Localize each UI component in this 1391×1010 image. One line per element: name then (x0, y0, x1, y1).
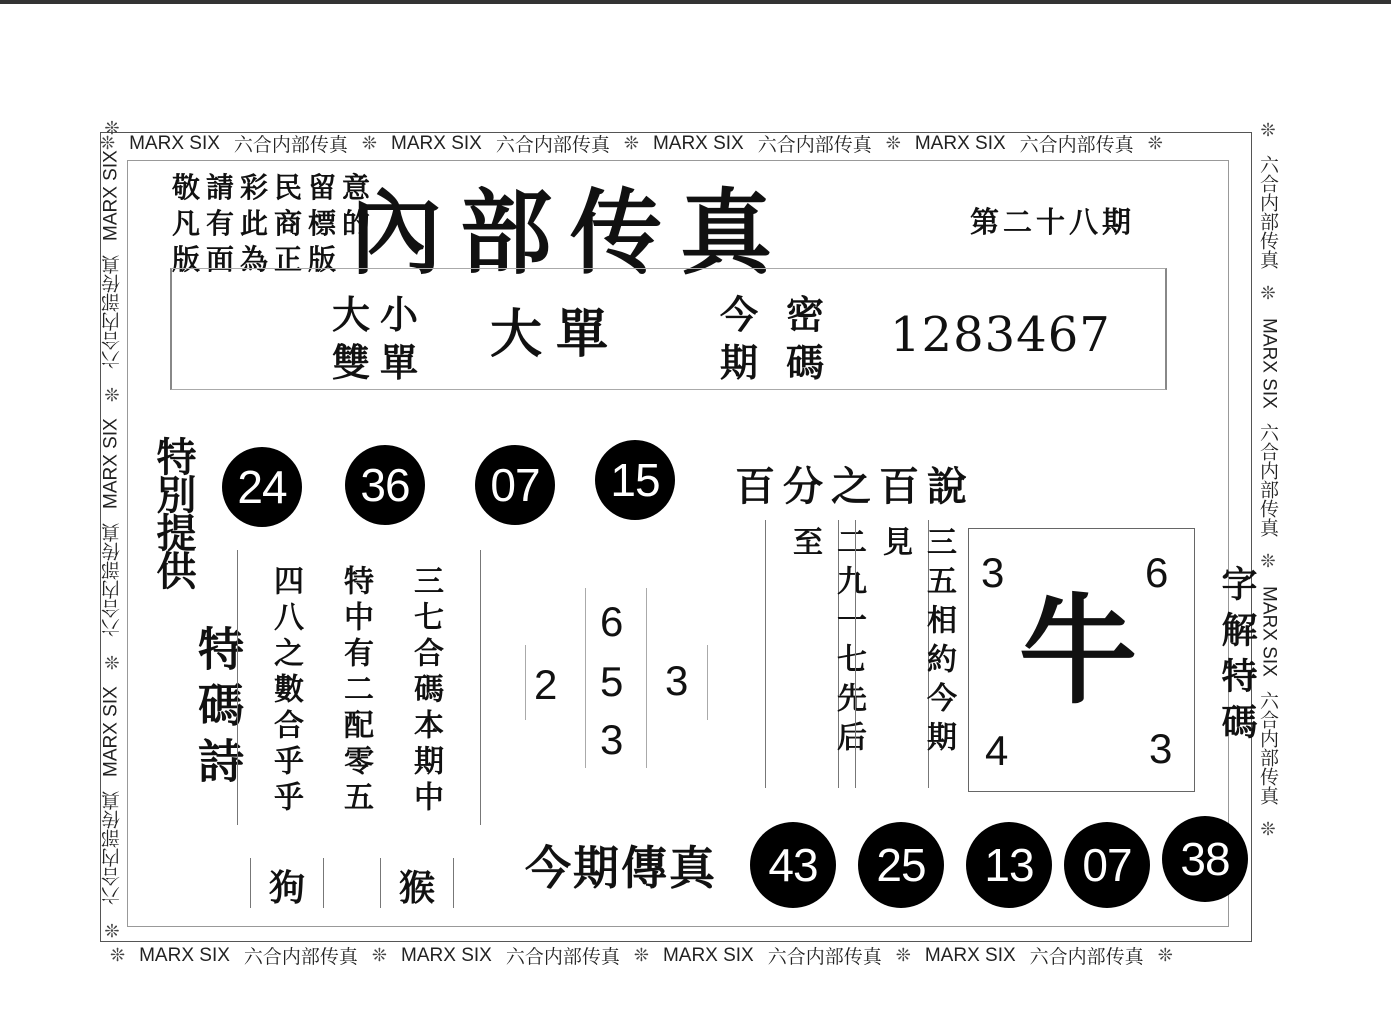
hint-box (855, 520, 956, 788)
brand-text: MARX SIX (100, 418, 122, 510)
star-icon: ❊ (101, 651, 122, 673)
brand-text: MARX SIX (1258, 318, 1280, 409)
brand-text: MARX SIX (100, 686, 122, 777)
special-number-ball: 36 (345, 445, 425, 525)
brand-text: MARX SIX (1258, 585, 1280, 677)
page-title: 內部传真 (350, 180, 791, 287)
border-strip-right (1255, 120, 1282, 940)
star-icon: ❊ (101, 919, 122, 940)
size-parity-line: 大小 (332, 292, 429, 337)
slogan-text: 六合内部传真 (233, 134, 348, 156)
character-corner-digit: 4 (985, 727, 1009, 774)
slogan-text: 六合内部传真 (1029, 946, 1144, 968)
today-number-ball: 13 (966, 822, 1052, 908)
digit-middle: 6 (600, 598, 624, 645)
slogan-text: 六合内部传真 (101, 791, 123, 905)
border-strip-bottom (110, 942, 1280, 969)
animal-box (380, 858, 454, 908)
star-icon: ❊ (100, 133, 116, 153)
slogan-text: 六合内部传真 (505, 946, 620, 968)
brand-text: MARX SIX (924, 944, 1016, 966)
slogan-text: 六合内部传真 (101, 255, 123, 370)
secret-label-line: 期碼 (720, 340, 853, 385)
slogan-text: 六合内部传真 (101, 523, 123, 638)
slogan-text: 六合内部传真 (757, 134, 872, 156)
star-icon: ❊ (110, 945, 126, 965)
poem-column: 四八之數合乎乎 (268, 565, 303, 817)
poem-box (237, 550, 481, 825)
animal-text: 狗 (268, 867, 305, 909)
notice-line: 凡有此商標的 (172, 207, 377, 240)
star-icon: ❊ (633, 945, 649, 965)
character-corner-digit: 3 (1149, 725, 1173, 772)
character-corner-digit: 6 (1145, 549, 1169, 596)
secret-code-label (720, 291, 852, 387)
digit-left: 2 (534, 661, 558, 708)
poem-column: 特中有二配零五 (338, 565, 373, 817)
brand-text: MARX SIX (401, 944, 492, 966)
digit-middle: 3 (600, 716, 624, 763)
special-number-ball: 07 (475, 445, 555, 525)
slogan-text: 六合内部传真 (1257, 155, 1279, 269)
size-parity-pick: 大單 (490, 304, 623, 365)
slogan-text: 六合内部传真 (243, 946, 358, 968)
size-parity-label (332, 291, 428, 387)
digit-cell (655, 645, 708, 720)
star-icon: ❊ (101, 115, 122, 137)
digit-cell (525, 645, 571, 720)
today-number-ball: 25 (858, 822, 944, 908)
star-icon: ❊ (1157, 945, 1173, 965)
star-icon: ❊ (1258, 550, 1279, 572)
star-icon: ❊ (885, 133, 901, 153)
brand-text: MARX SIX (662, 944, 754, 966)
today-number-ball: 07 (1064, 822, 1150, 908)
size-parity-line: 雙單 (332, 340, 429, 385)
brand-text: MARX SIX (139, 944, 230, 966)
star-icon: ❊ (895, 945, 911, 965)
brand-text: MARX SIX (129, 132, 220, 154)
digit-column (585, 588, 647, 768)
border-strip-top (100, 130, 1270, 157)
secret-label-line: 今密 (720, 292, 853, 337)
poem-label: 特碼詩 (191, 625, 245, 793)
slogan-text: 六合内部传真 (767, 946, 882, 968)
character-box (968, 528, 1195, 792)
animal-box (250, 858, 324, 908)
notice-line: 敬請彩民留意 (172, 171, 377, 204)
brand-text: MARX SIX (914, 132, 1006, 154)
special-number-ball: 24 (222, 447, 302, 527)
secret-code: 1283467 (890, 307, 1111, 363)
poem-column: 三七合碼本期中 (408, 565, 443, 817)
star-icon: ❊ (1258, 818, 1279, 840)
issue-number: 第二十八期 (970, 205, 1136, 239)
hint-column: 三五相約今期見 (877, 526, 956, 760)
brand-text: MARX SIX (652, 132, 744, 154)
border-strip-left (98, 115, 125, 940)
notice-line: 版面為正版 (172, 243, 343, 276)
hint-column: 二九一七先后至 (787, 526, 866, 760)
authenticity-notice (172, 170, 376, 278)
slogan-text: 六合内部传真 (1019, 134, 1134, 156)
brand-text: MARX SIX (100, 150, 122, 242)
hint-box (765, 520, 866, 788)
star-icon: ❊ (371, 945, 388, 965)
star-icon: ❊ (361, 133, 378, 153)
star-icon: ❊ (1258, 283, 1279, 304)
digit-middle: 5 (600, 658, 624, 705)
star-icon: ❊ (1258, 120, 1279, 141)
character-corner-digit: 3 (981, 549, 1005, 596)
special-provided-label: 特別提供 (151, 436, 195, 588)
zodiac-character: 牛 (1019, 581, 1138, 720)
special-number-ball: 15 (595, 440, 675, 520)
today-number-ball: 38 (1162, 816, 1248, 902)
star-icon: ❊ (1147, 133, 1163, 153)
slogan-text: 六合内部传真 (1257, 690, 1279, 805)
character-hint-label: 字解特碼 (1216, 565, 1258, 749)
today-number-ball: 43 (750, 822, 836, 908)
slogan-text: 六合内部传真 (1257, 422, 1279, 537)
brand-text: MARX SIX (391, 132, 482, 154)
digit-right: 3 (665, 657, 689, 704)
info-box (170, 268, 1167, 390)
slogan-text: 六合内部传真 (495, 134, 610, 156)
tagline-text: 百分之百說 (735, 463, 975, 510)
animal-text: 猴 (398, 867, 435, 909)
star-icon: ❊ (101, 383, 122, 405)
today-fax-label: 今期傳真 (525, 842, 717, 894)
scan-noise-line (0, 0, 1391, 4)
star-icon: ❊ (623, 133, 639, 153)
